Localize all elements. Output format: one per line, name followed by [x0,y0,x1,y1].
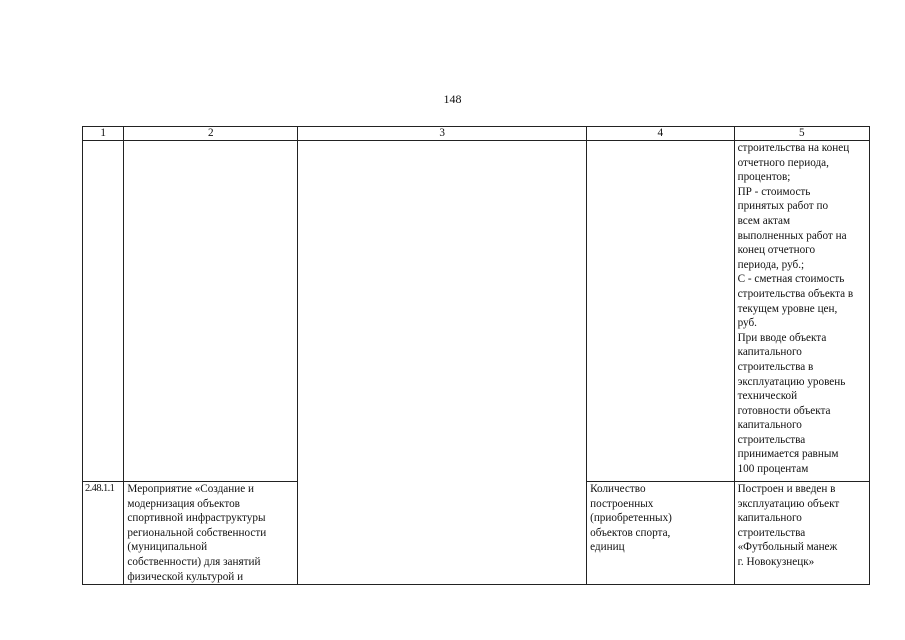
table-header-row [83,127,870,141]
cell-row-indicator: Количество построенных (приобретенных) объектов спорта, единиц [587,482,734,585]
cell-row-description: Мероприятие «Создание и модернизация объектов спортивной инфраструктуры региональной собственности (муниципальной собственности) для занятий физической культурой и [124,482,298,585]
cell-col3-empty [298,141,587,585]
header-col-5: 5 [734,127,869,141]
cell-description-empty [124,141,298,482]
header-col-2: 2 [124,127,298,141]
data-table [82,126,870,585]
cell-indicator-empty [587,141,734,482]
cell-formula-explanation: строительства на конец отчетного периода, процентов; ПР - стоимость принятых работ по всем актам выполненных работ на конец отчетного периода, руб.; С - сметная стоимость строительства объекта в текущем уровне цен, руб. При вводе объекта капитального строительства в эксплуатацию уровень технической готовности объекта капитального строительства принимается равным 100 процентам [734,141,869,482]
table-row-continuation [83,141,870,482]
header-col-1: 1 [83,127,124,141]
cell-row-code: 2.48.1.1 [83,482,124,585]
header-col-4: 4 [587,127,734,141]
cell-code-empty [83,141,124,482]
cell-row-result: Построен и введен в эксплуатацию объект капитального строительства «Футбольный манеж г. Новокузнецк» [734,482,869,585]
header-col-3: 3 [298,127,587,141]
page-number: 148 [443,92,462,106]
